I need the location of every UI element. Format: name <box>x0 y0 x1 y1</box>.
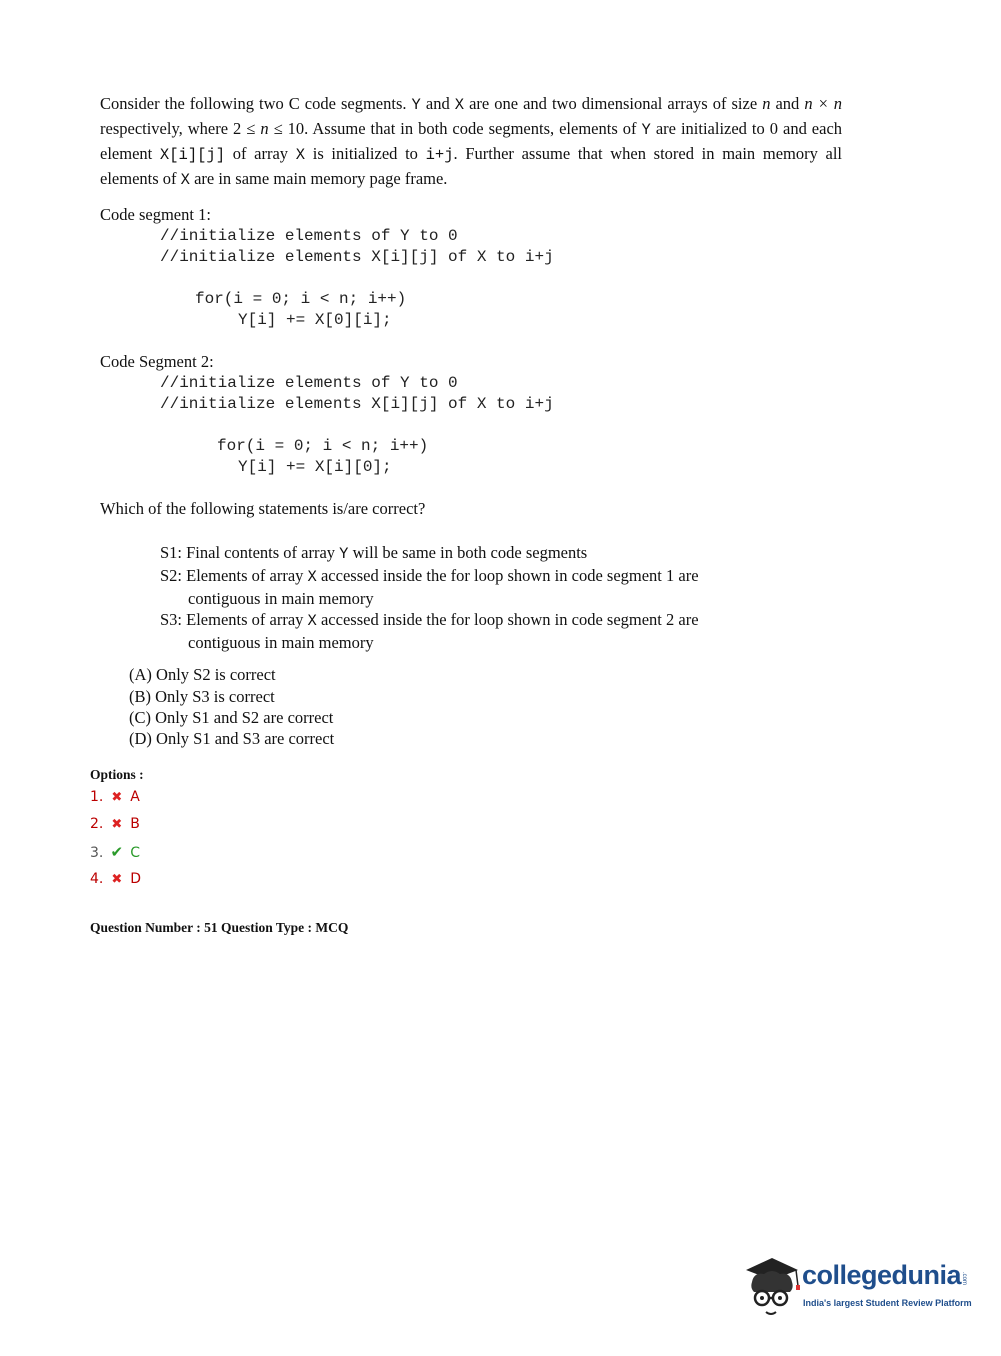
code-segment-1-comment-2: //initialize elements X[i][j] of X to i+j <box>160 248 554 266</box>
choice-c: (C) Only S1 and S2 are correct <box>129 708 334 727</box>
choice-d: (D) Only S1 and S3 are correct <box>129 729 335 748</box>
option-3[interactable]: 3. ✔ C <box>90 843 141 861</box>
collegedunia-logo[interactable] <box>742 1252 972 1322</box>
code-segment-1-loop: for(i = 0; i < n; i++) <box>195 290 407 308</box>
option-4[interactable]: 4. ✖ D <box>90 871 142 887</box>
brand-suffix: .com <box>961 1272 967 1286</box>
code-segment-2-label: Code Segment 2: <box>100 352 214 371</box>
code-segment-2-comment-2: //initialize elements X[i][j] of X to i+j <box>160 395 554 413</box>
check-icon: ✔ <box>110 843 124 861</box>
code-segment-2-body: Y[i] += X[i][0]; <box>238 458 392 476</box>
mascot-icon <box>742 1252 802 1322</box>
code-segment-2-comment-1: //initialize elements of Y to 0 <box>160 374 458 392</box>
option-2[interactable]: 2. ✖ B <box>90 816 140 832</box>
statement-s2: S2: Elements of array X accessed inside the for loop shown in code segment 1 are contiguous in main memory <box>160 566 699 608</box>
cross-icon: ✖ <box>111 790 123 805</box>
question-prompt: Which of the following statements is/are correct? <box>100 499 426 518</box>
code-segment-1-comment-1: //initialize elements of Y to 0 <box>160 227 458 245</box>
statement-s3: S3: Elements of array X accessed inside the for loop shown in code segment 2 are contiguous in main memory <box>160 610 699 652</box>
choice-b: (B) Only S3 is correct <box>129 687 275 706</box>
code-segment-1-body: Y[i] += X[0][i]; <box>238 311 392 329</box>
code-segment-2-loop: for(i = 0; i < n; i++) <box>217 437 429 455</box>
code-segment-1-label: Code segment 1: <box>100 205 211 224</box>
choice-a: (A) Only S2 is correct <box>129 665 276 684</box>
statement-s1: S1: Final contents of array Y will be same in both code segments <box>160 543 588 563</box>
question-info: Question Number : 51 Question Type : MCQ <box>90 920 349 935</box>
cross-icon: ✖ <box>111 872 123 887</box>
brand-tagline: India's largest Student Review Platform <box>803 1298 972 1308</box>
brand-name: collegedunia <box>802 1260 962 1290</box>
question-text: Consider the following two C code segments. Y and X are one and two dimensional arrays of size n and n × n respectively, where 2 ≤ n ≤ 10. Assume that in both code segments, elements of Y are initialized to 0 and each element X[i][j] of array X is initialized to i+j. Further assume that when stored in main memory all elements of X are in same main memory page frame. <box>100 94 843 189</box>
option-1[interactable]: 1. ✖ A <box>90 789 140 805</box>
cross-icon: ✖ <box>111 817 123 832</box>
options-title: Options : <box>90 767 144 782</box>
